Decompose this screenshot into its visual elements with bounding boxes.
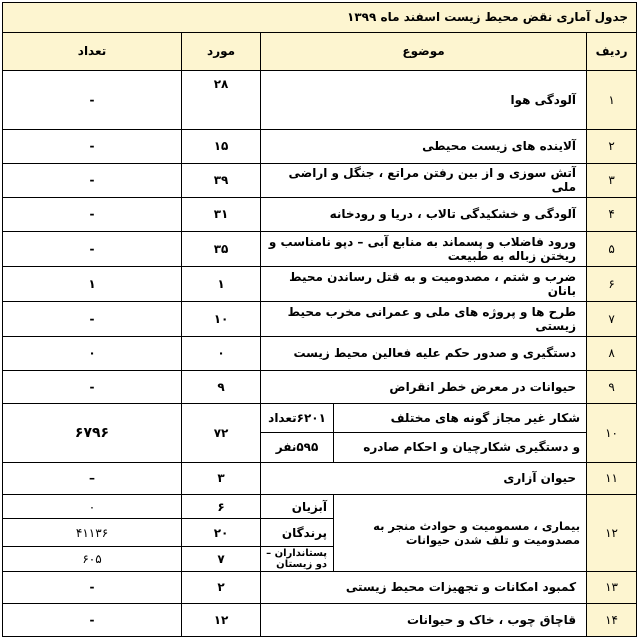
row-mored: ۳: [182, 462, 261, 494]
sub-tedad: ۴۱۱۳۶: [3, 519, 182, 547]
sub-label: آبزیان: [261, 494, 334, 519]
table-row: [3, 462, 637, 494]
row-subject: آلودگی و خشکیدگی تالاب ، دریا و رودخانه: [261, 197, 587, 231]
row-subject-b: و دستگیری شکارچیان و احکام صادره: [334, 432, 587, 462]
table-row: [3, 129, 637, 163]
table-row: [3, 603, 637, 636]
sub-mored: ۷: [182, 547, 261, 572]
row-tedad: -: [3, 603, 182, 636]
row-detail-a: ۶۲۰۱تعداد: [261, 403, 334, 432]
row-subject: دستگیری و صدور حکم علیه فعالین محیط زیست: [261, 336, 587, 370]
row-tedad: -: [3, 71, 182, 130]
table-row: [3, 197, 637, 231]
header-radif: ردیف: [587, 32, 637, 70]
row-number: ۵: [587, 231, 637, 266]
row-subject: آلاینده های زیست محیطی: [261, 129, 587, 163]
sub-tedad: ۰: [3, 494, 182, 519]
row-subject: بیماری ، مسمومیت و حوادث منجر به مصدومیت و تلف شدن حیوانات: [334, 494, 587, 571]
table-row: [3, 266, 637, 301]
row-subject: حیوانات در معرض خطر انقراض: [261, 370, 587, 403]
row-number: ۶: [587, 266, 637, 301]
row-mored: ۲۸: [182, 71, 261, 130]
row-tedad: -: [3, 370, 182, 403]
statistics-table: [2, 2, 637, 637]
row-subject: طرح ها و پروژه های ملی و عمرانی مخرب محیط زیستی: [261, 301, 587, 336]
row-tedad: -: [3, 301, 182, 336]
table-row: [3, 336, 637, 370]
row-subject: ضرب و شتم ، مصدومیت و به قتل رساندن محیط بانان: [261, 266, 587, 301]
header-tedad: تعداد: [3, 32, 182, 70]
row-mored: ۱۰: [182, 301, 261, 336]
sub-tedad: ۶۰۵: [3, 547, 182, 572]
row-subject: حیوان آزاری: [261, 462, 587, 494]
row-number: ۱۱: [587, 462, 637, 494]
sub-mored: ۲۰: [182, 519, 261, 547]
row-number: ۱۴: [587, 603, 637, 636]
row-mored: ۱۲: [182, 603, 261, 636]
table-title: جدول آماری نقض محیط زیست اسفند ماه ۱۳۹۹: [3, 3, 637, 33]
row-subject: آتش سوزی و از بین رفتن مراتع ، جنگل و اراضی ملی: [261, 163, 587, 197]
row-number: ۳: [587, 163, 637, 197]
row-subject: کمبود امکانات و تجهیزات محیط زیستی: [261, 571, 587, 603]
table-row: [3, 71, 637, 130]
row-tedad: -: [3, 129, 182, 163]
sub-mored: ۶: [182, 494, 261, 519]
row-number: ۴: [587, 197, 637, 231]
table-row: [3, 163, 637, 197]
row-tedad: ۱: [3, 266, 182, 301]
row-number: ۸: [587, 336, 637, 370]
header-subject: موضوع: [261, 32, 587, 70]
sub-label: پرندگان: [261, 519, 334, 547]
row-detail-b: ۵۹۵نفر: [261, 432, 334, 462]
row-number: ۱۲: [587, 494, 637, 571]
row-number: ۱: [587, 71, 637, 130]
sub-label: پستانداران – دو زیستان: [261, 547, 334, 572]
row-mored: ۳۱: [182, 197, 261, 231]
table-row: [3, 403, 637, 432]
row-tedad: ۰: [3, 336, 182, 370]
row-tedad: –: [3, 462, 182, 494]
row-tedad: ۶۷۹۶: [3, 403, 182, 462]
header-mored: مورد: [182, 32, 261, 70]
row-number: ۹: [587, 370, 637, 403]
table-row: [3, 370, 637, 403]
row-mored: ۲: [182, 571, 261, 603]
row-mored: ۳۵: [182, 231, 261, 266]
row-tedad: -: [3, 231, 182, 266]
row-tedad: -: [3, 163, 182, 197]
row-subject: آلودگی هوا: [261, 71, 587, 130]
row-mored: ۷۲: [182, 403, 261, 462]
row-mored: ۱: [182, 266, 261, 301]
row-number: ۲: [587, 129, 637, 163]
table-row: [3, 571, 637, 603]
table-row: [3, 301, 637, 336]
table-row: [3, 494, 637, 519]
row-subject: ورود فاضلاب و پسماند به منابع آبی – دپو نامناسب و ریختن زباله به طبیعت: [261, 231, 587, 266]
row-subject: قاچاق چوب ، خاک و حیوانات: [261, 603, 587, 636]
row-number: ۷: [587, 301, 637, 336]
row-number: ۱۰: [587, 403, 637, 462]
row-mored: ۳۹: [182, 163, 261, 197]
row-mored: ۱۵: [182, 129, 261, 163]
row-tedad: -: [3, 197, 182, 231]
row-tedad: -: [3, 571, 182, 603]
row-subject-a: شکار غیر مجاز گونه های مختلف: [334, 403, 587, 432]
row-mored: ۹: [182, 370, 261, 403]
table-row: [3, 231, 637, 266]
row-number: ۱۳: [587, 571, 637, 603]
row-mored: ۰: [182, 336, 261, 370]
